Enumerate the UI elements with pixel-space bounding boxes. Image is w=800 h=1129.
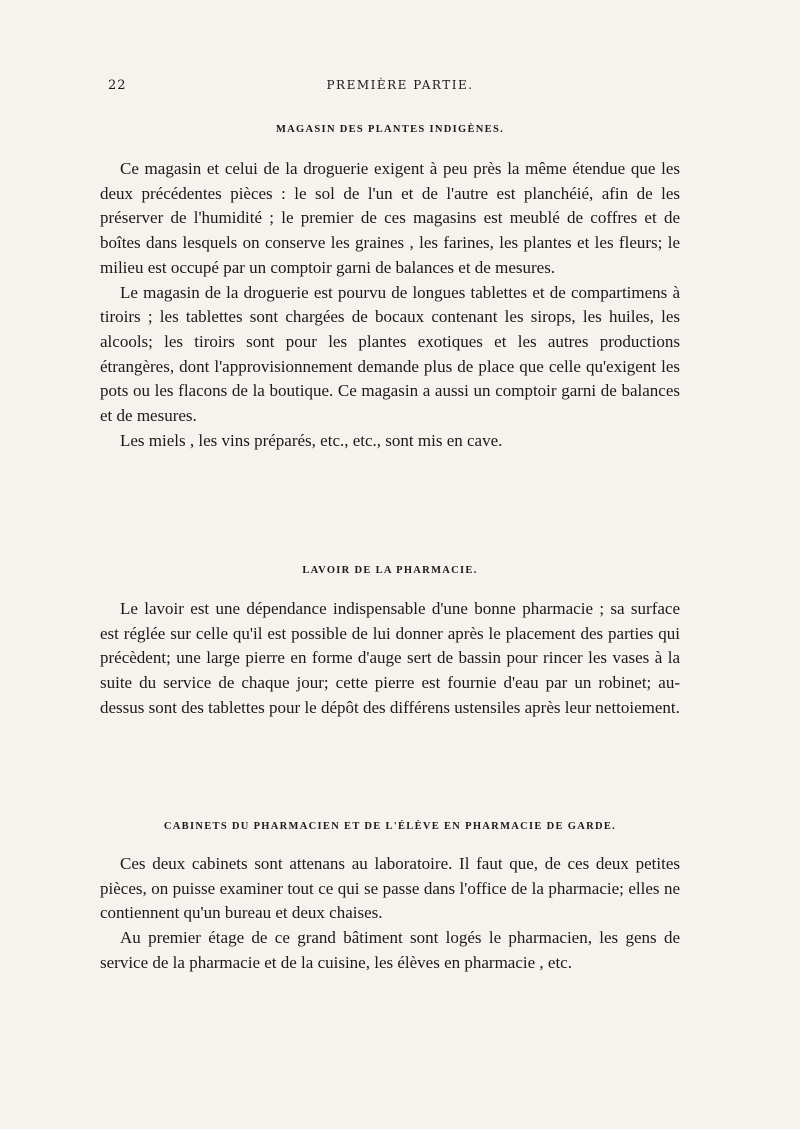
paragraph: Ce magasin et celui de la droguerie exigent à peu près la même étendue que les deux précédentes pièces : le sol de l'un et de l'autre est planchéié, afin de les préserver de l'humidité ; le premier de ces magasins est meublé de coffres et de boîtes dans lesquels on conserve les graines , les farines, les plantes et les fleurs; le milieu est occupé par un comptoir garni de balances et de mesures. [100,159,680,277]
section-heading-lavoir: LAVOIR DE LA PHARMACIE. [302,565,478,576]
page-number: 22 [108,78,127,93]
paragraph: Le magasin de la droguerie est pourvu de longues tablettes et de compartimens à tiroirs ; les tablettes sont chargées de bocaux contenant les sirops, les huiles, les alcools; les tiroirs sont pour les plantes exotiques et les autres productions étrangères, dont l'approvisionnement demande plus de place que celle qu'exigent les pots ou les flacons de la boutique. Ce magasin a aussi un comptoir garni de balances et de mesures. [100,282,680,426]
running-head: PREMIÈRE PARTIE. [326,78,474,92]
section-body-magasin [100,157,680,453]
section-heading-magasin: MAGASIN DES PLANTES INDIGÈNES. [275,124,505,135]
paragraph: Le lavoir est une dépendance indispensable d'une bonne pharmacie ; sa surface est réglée sur celle qu'il est possible de lui donner après le placement des parties qui précèdent; une large pierre en forme d'auge sert de bassin pour rincer les vases à la suite du service de chaque jour; cette pierre est fournie d'eau par un robinet; au-dessus sont des tablettes pour le dépôt des différens ustensiles après leur nettoiement. [100,599,680,717]
paragraph: Les miels , les vins préparés, etc., etc., sont mis en cave. [120,430,503,450]
section-body-cabinets [100,852,680,976]
paragraph: Au premier étage de ce grand bâtiment sont logés le pharmacien, les gens de service de la pharmacie et de la cuisine, les élèves en pharmacie , etc. [100,928,680,972]
section-heading-cabinets: CABINETS DU PHARMACIEN ET DE L'ÉLÈVE EN PHARMACIE DE GARDE. [163,821,617,832]
section-body-lavoir [100,597,680,721]
paragraph: Ces deux cabinets sont attenans au laboratoire. Il faut que, de ces deux petites pièces, on puisse examiner tout ce qui se passe dans l'office de la pharmacie; elles ne contiennent qu'un bureau et deux chaises. [100,854,680,923]
